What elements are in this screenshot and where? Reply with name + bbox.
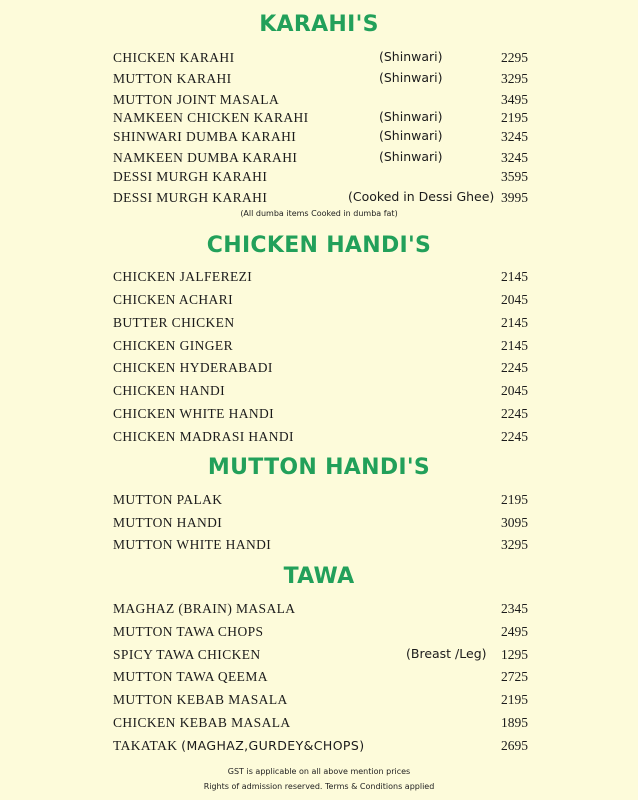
item-price: 1895	[501, 715, 528, 730]
menu-item	[113, 150, 528, 170]
menu-item	[113, 692, 528, 712]
menu-item	[113, 338, 528, 358]
menu-item	[113, 738, 528, 758]
item-name: CHICKEN ACHARI	[113, 292, 233, 307]
item-price: 2195	[501, 692, 528, 707]
section-title-mutton-handi: MUTTON HANDI'S	[207, 455, 431, 480]
menu-item	[113, 269, 528, 289]
item-name: SHINWARI DUMBA KARAHI	[113, 129, 297, 144]
item-price: 2695	[501, 738, 528, 753]
item-name: MUTTON TAWA QEEMA	[113, 669, 268, 684]
item-note: (Shinwari)	[379, 149, 443, 164]
menu-item	[113, 624, 528, 644]
item-note: (Shinwari)	[379, 109, 443, 124]
menu-item	[113, 50, 528, 70]
menu-item	[113, 406, 528, 426]
item-price: 3295	[501, 537, 528, 552]
menu-item	[113, 429, 528, 449]
item-name: CHICKEN JALFEREZI	[113, 269, 253, 284]
item-price: 2045	[501, 383, 528, 398]
item-name: MUTTON HANDI	[113, 515, 223, 530]
item-price: 2245	[501, 360, 528, 375]
item-name-extra: (MAGHAZ,GURDEY&CHOPS)	[181, 738, 365, 753]
item-name: SPICY TAWA CHICKEN	[113, 647, 261, 662]
item-price: 3595	[501, 169, 528, 184]
gst-note: GST is applicable on all above mention prices	[227, 767, 411, 776]
item-name: DESSI MURGH KARAHI	[113, 190, 268, 205]
item-price: 3495	[501, 92, 528, 107]
item-name-main: TAKATAK	[113, 738, 178, 753]
item-price: 2345	[501, 601, 528, 616]
menu-item	[113, 601, 528, 621]
item-price: 2195	[501, 110, 528, 125]
item-price: 2245	[501, 406, 528, 421]
item-price: 2045	[501, 292, 528, 307]
item-name: MUTTON KARAHI	[113, 71, 232, 86]
item-note: (Breast /Leg)	[406, 646, 487, 661]
item-price: 2145	[501, 269, 528, 284]
menu-item	[113, 715, 528, 735]
item-price: 2725	[501, 669, 528, 684]
item-price: 3295	[501, 71, 528, 86]
item-note: (Shinwari)	[379, 128, 443, 143]
menu-item	[113, 292, 528, 312]
section-title-tawa: TAWA	[283, 564, 355, 589]
item-price: 2145	[501, 338, 528, 353]
item-note: (Shinwari)	[379, 49, 443, 64]
item-name: CHICKEN HANDI	[113, 383, 226, 398]
menu-item	[113, 537, 528, 557]
item-price: 2245	[501, 429, 528, 444]
item-name: MUTTON JOINT MASALA	[113, 92, 280, 107]
item-name: CHICKEN HYDERABADI	[113, 360, 273, 375]
item-name: MUTTON KEBAB MASALA	[113, 692, 288, 707]
menu-item	[113, 71, 528, 91]
menu-item	[113, 383, 528, 403]
menu-item	[113, 110, 528, 130]
rights-note: Rights of admission reserved. Terms & Conditions applied	[203, 782, 435, 791]
item-price: 2145	[501, 315, 528, 330]
menu-item	[113, 492, 528, 512]
item-note: (Cooked in Dessi Ghee)	[348, 189, 495, 204]
item-note: (Shinwari)	[379, 70, 443, 85]
menu-item	[113, 169, 528, 189]
item-name: CHICKEN WHITE HANDI	[113, 406, 275, 421]
item-price: 2495	[501, 624, 528, 639]
menu-item	[113, 129, 528, 149]
item-name: CHICKEN KARAHI	[113, 50, 235, 65]
item-name: DESSI MURGH KARAHI	[113, 169, 268, 184]
item-name	[113, 738, 364, 754]
item-price: 3095	[501, 515, 528, 530]
item-price: 2195	[501, 492, 528, 507]
menu-item	[113, 92, 528, 112]
menu-item	[113, 360, 528, 380]
item-name: MUTTON TAWA CHOPS	[113, 624, 264, 639]
menu-item	[113, 315, 528, 335]
menu-item	[113, 647, 528, 667]
item-name: MUTTON PALAK	[113, 492, 223, 507]
menu-item	[113, 515, 528, 535]
karahi-footnote: (All dumba items Cooked in dumba fat)	[240, 209, 398, 218]
item-price: 3245	[501, 150, 528, 165]
menu-item	[113, 669, 528, 689]
item-price: 1295	[501, 647, 528, 662]
section-title-karahi: KARAHI'S	[259, 12, 379, 37]
item-name: NAMKEEN DUMBA KARAHI	[113, 150, 298, 165]
item-name: BUTTER CHICKEN	[113, 315, 235, 330]
item-name: MUTTON WHITE HANDI	[113, 537, 272, 552]
item-name: CHICKEN GINGER	[113, 338, 233, 353]
menu-item	[113, 190, 528, 210]
item-price: 2295	[501, 50, 528, 65]
item-name: MAGHAZ (BRAIN) MASALA	[113, 601, 296, 616]
item-price: 3245	[501, 129, 528, 144]
item-name: CHICKEN KEBAB MASALA	[113, 715, 291, 730]
section-title-chicken-handi: CHICKEN HANDI'S	[206, 233, 432, 258]
item-price: 3995	[501, 190, 528, 205]
item-name: CHICKEN MADRASI HANDI	[113, 429, 294, 444]
item-name: NAMKEEN CHICKEN KARAHI	[113, 110, 309, 125]
